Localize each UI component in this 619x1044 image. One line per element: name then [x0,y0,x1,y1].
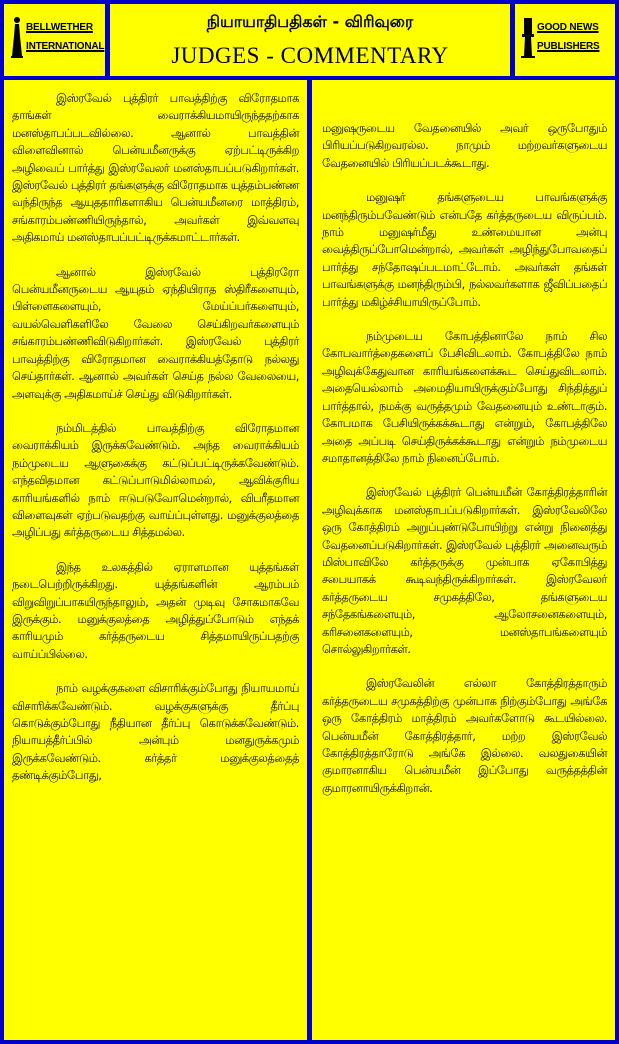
paragraph: மனுஷர் தங்களுடைய பாவங்களுக்கு மனந்திரும்பவேண்டும் என்பதே கர்த்தருடைய விருப்பம். நாம் மனுஷர்மீது உண்மையான அன்பு வைத்திருப்போமென்றால், அவர்கள் அழிந்துபோவதைப் பார்த்து சந்தோஷப்படமாட்டோம். அவர்கள் தங்கள் பாவங்களுக்கு மனந்திரும்பி, நல்லவர்களாக ஜீவிப்பதைப் பார்த்து மகிழ்ச்சியாயிருப்போம். [322,191,607,309]
bellwether-logo [4,4,105,76]
left-logo-line1: BELLWETHER [26,22,93,33]
right-logo-line1: GOOD NEWS [537,22,599,33]
left-text-column [4,80,307,1040]
page-title-tamil: நியாயாதிபதிகள் - விரிவுரை [206,12,414,31]
page-title-english: JUDGES - COMMENTARY [171,43,449,68]
paragraph: இஸ்ரவேல் புத்திரர் பாவத்திற்கு விரோதமாக தாங்கள் வைராக்கியமாயிருந்ததற்காக மனஸ்தாபப்படவில்லை. ஆனால் பாவத்தின் விளைவினால் பென்யமீனருக்கு ஏற்பட்டிருக்கிற அழிவைப் பார்த்து இஸ்ரவேலர் மனஸ்தாபப்படுகிறார்கள். இஸ்ரவேல் புத்திரர் தங்களுக்கு விரோதமாக யுத்தம்பண்ண வந்திருந்த ஆயுததாரிகளாகிய பென்யமீனரை மாத்திரம், சங்காரம்பண்ணியிருந்தால், அவர்கள் இவ்வளவு அதிகமாய் மனஸ்தாபப்பட்டிருக்கமாட்டார்கள். [12,92,299,245]
paragraph: இஸ்ரவேலின் எல்லா கோத்திரத்தாரும் கர்த்தருடைய சமுகத்திற்கு முன்பாக நிற்கும்போது அங்கே ஒரு கோத்திரம் மாத்திரம் அவர்களோடு கூடயில்லை. பென்யமீன் கோத்திரத்தார், மற்ற இஸ்ரவேல் கோத்திரத்தாரோடு அங்கே இல்லை. வலதுகையின் குமாரனாகிய பென்யமீன் இப்போது வருத்தத்தின் குமாரனாயிருக்கிறான். [322,677,607,795]
paragraph: நம்மிடத்தில் பாவத்திற்கு விரோதமான வைராக்கியம் இருக்கவேண்டும். அந்த வைராக்கியம் நம்முடைய ஆளுகைக்கு கட்டுப்பட்டிருக்கவேண்டும். எந்தவிதமான கட்டுப்பாடுமில்லாமல், ஆவிக்குரிய காரியங்களில் நாம் ஈடுபடுவோமென்றால், விபரீதமான விளைவுகள் ஏற்படுவதற்கு வாய்ப்புள்ளது. மனுக்குலத்தை அழிப்பது கர்த்தருடைய சித்தமல்ல. [12,421,299,540]
good-news-logo-mark [521,16,599,58]
paragraph: நாம் வழக்குகளை விசாரிக்கும்போது நியாயமாய் விசாரிக்கவேண்டும். வழக்குகளுக்கு தீர்ப்பு கொடுக்கும்போது நீதியான தீர்ப்பு கொடுக்கவேண்டும். நியாயத்தீர்ப்பில் அன்பும் மனதுருக்கமும் இருக்கவேண்டும். கர்த்தர் மனுக்குலத்தைத் தண்டிக்கும்போது, [12,682,299,783]
right-text-column [312,80,615,1040]
good-news-logo [515,4,615,76]
paragraph: இஸ்ரவேல் புத்திரர் பென்யமீன் கோத்திரத்தாரின் அழிவுக்காக மனஸ்தாபப்படுகிறார்கள். இஸ்ரவேலிலே ஒரு கோத்திரம் அறுப்புண்டுபோயிற்று என்று நினைத்து வேதனைப்படுகிறார்கள். இஸ்ரவேல் புத்திரர் அனைவரும் மிஸ்பாவிலே கர்த்தருக்கு முன்பாக ஏகோபித்து சபையாகக் கூடிவந்திருக்கிறார்கள். இஸ்ரவேலர் கர்த்தருடைய சமுகத்திலே, தங்களுடைய சந்தேகங்களையும், ஆலோசனைகளையும், கரிசனைகளையும், மனஸ்தாபங்களையும் சொல்லுகிறார்கள். [322,486,607,656]
bellwether-logo-icon [10,16,24,58]
title-banner [110,4,510,76]
paragraph: நம்முடைய கோபத்தினாலே நாம் சில கோபவார்த்தைகளைப் பேசிவிடலாம். கோபத்திலே நாம் அழிவுக்கேதுவான காரியங்களைக்கூட செய்துவிடலாம். அதையெல்லாம் அமைதியாயிருக்கும்போது சிந்தித்துப் பார்த்தால், நமக்கு வருத்தமும் வேதனையும் உண்டாகும். கோபமாக பேசியிருக்கக்கூடாது என்றும், கோபத்திலே அதை அப்படி செய்திருக்கக்கூடாது என்றும் நம்முடைய சமாதானத்திலே நாம் நினைப்போம். [322,330,607,465]
bellwether-logo-mark [10,16,104,58]
paragraph: இந்த உலகத்தில் ஏராளமான யுத்தங்கள் நடைபெற்றிருக்கிறது. யுத்தங்களின் ஆரம்பம் விறுவிறுப்பாகயிருந்தாலும், அதன் முடிவு சோகமாகவே இருக்கும். மனுக்குலத்தை அழித்துப்போடும் எந்தக் காரியமும் கர்த்தருடைய சித்தமாயிருப்பதற்கு வாய்ப்பில்லை. [12,560,299,661]
paragraph: மனுஷருடைய வேதனையில் அவர் ஒருபோதும் பிரியப்படுகிறவரல்ல. நாமும் மற்றவர்களுடைய வேதனையில் பிரியப்படக்கூடாது. [322,122,607,170]
right-logo-line2: PUBLISHERS [537,41,600,52]
good-news-logo-icon [521,16,535,58]
paragraph: ஆனால் இஸ்ரவேல் புத்திரரோ பென்யமீனருடைய ஆயுதம் ஏந்தியிராத ஸ்திரீகளையும், பிள்ளைகளையும், மேய்ப்பர்களையும், வயல்வெளிகளிலே வேலை செய்கிறவர்களையும் சங்காரம்பண்ணிவிடுகிறார்கள். இஸ்ரவேல் புத்திரர் பாவத்திற்கு விரோதமான வைராக்கியத்தோடு நல்லது செய்தார்கள். ஆனால் அவர்கள் செய்த நல்ல வேலையை, அளவுக்கு அதிகமாய்ச் செய்து விடுகிறார்கள். [12,265,299,401]
left-logo-line2: INTERNATIONAL [26,41,105,52]
